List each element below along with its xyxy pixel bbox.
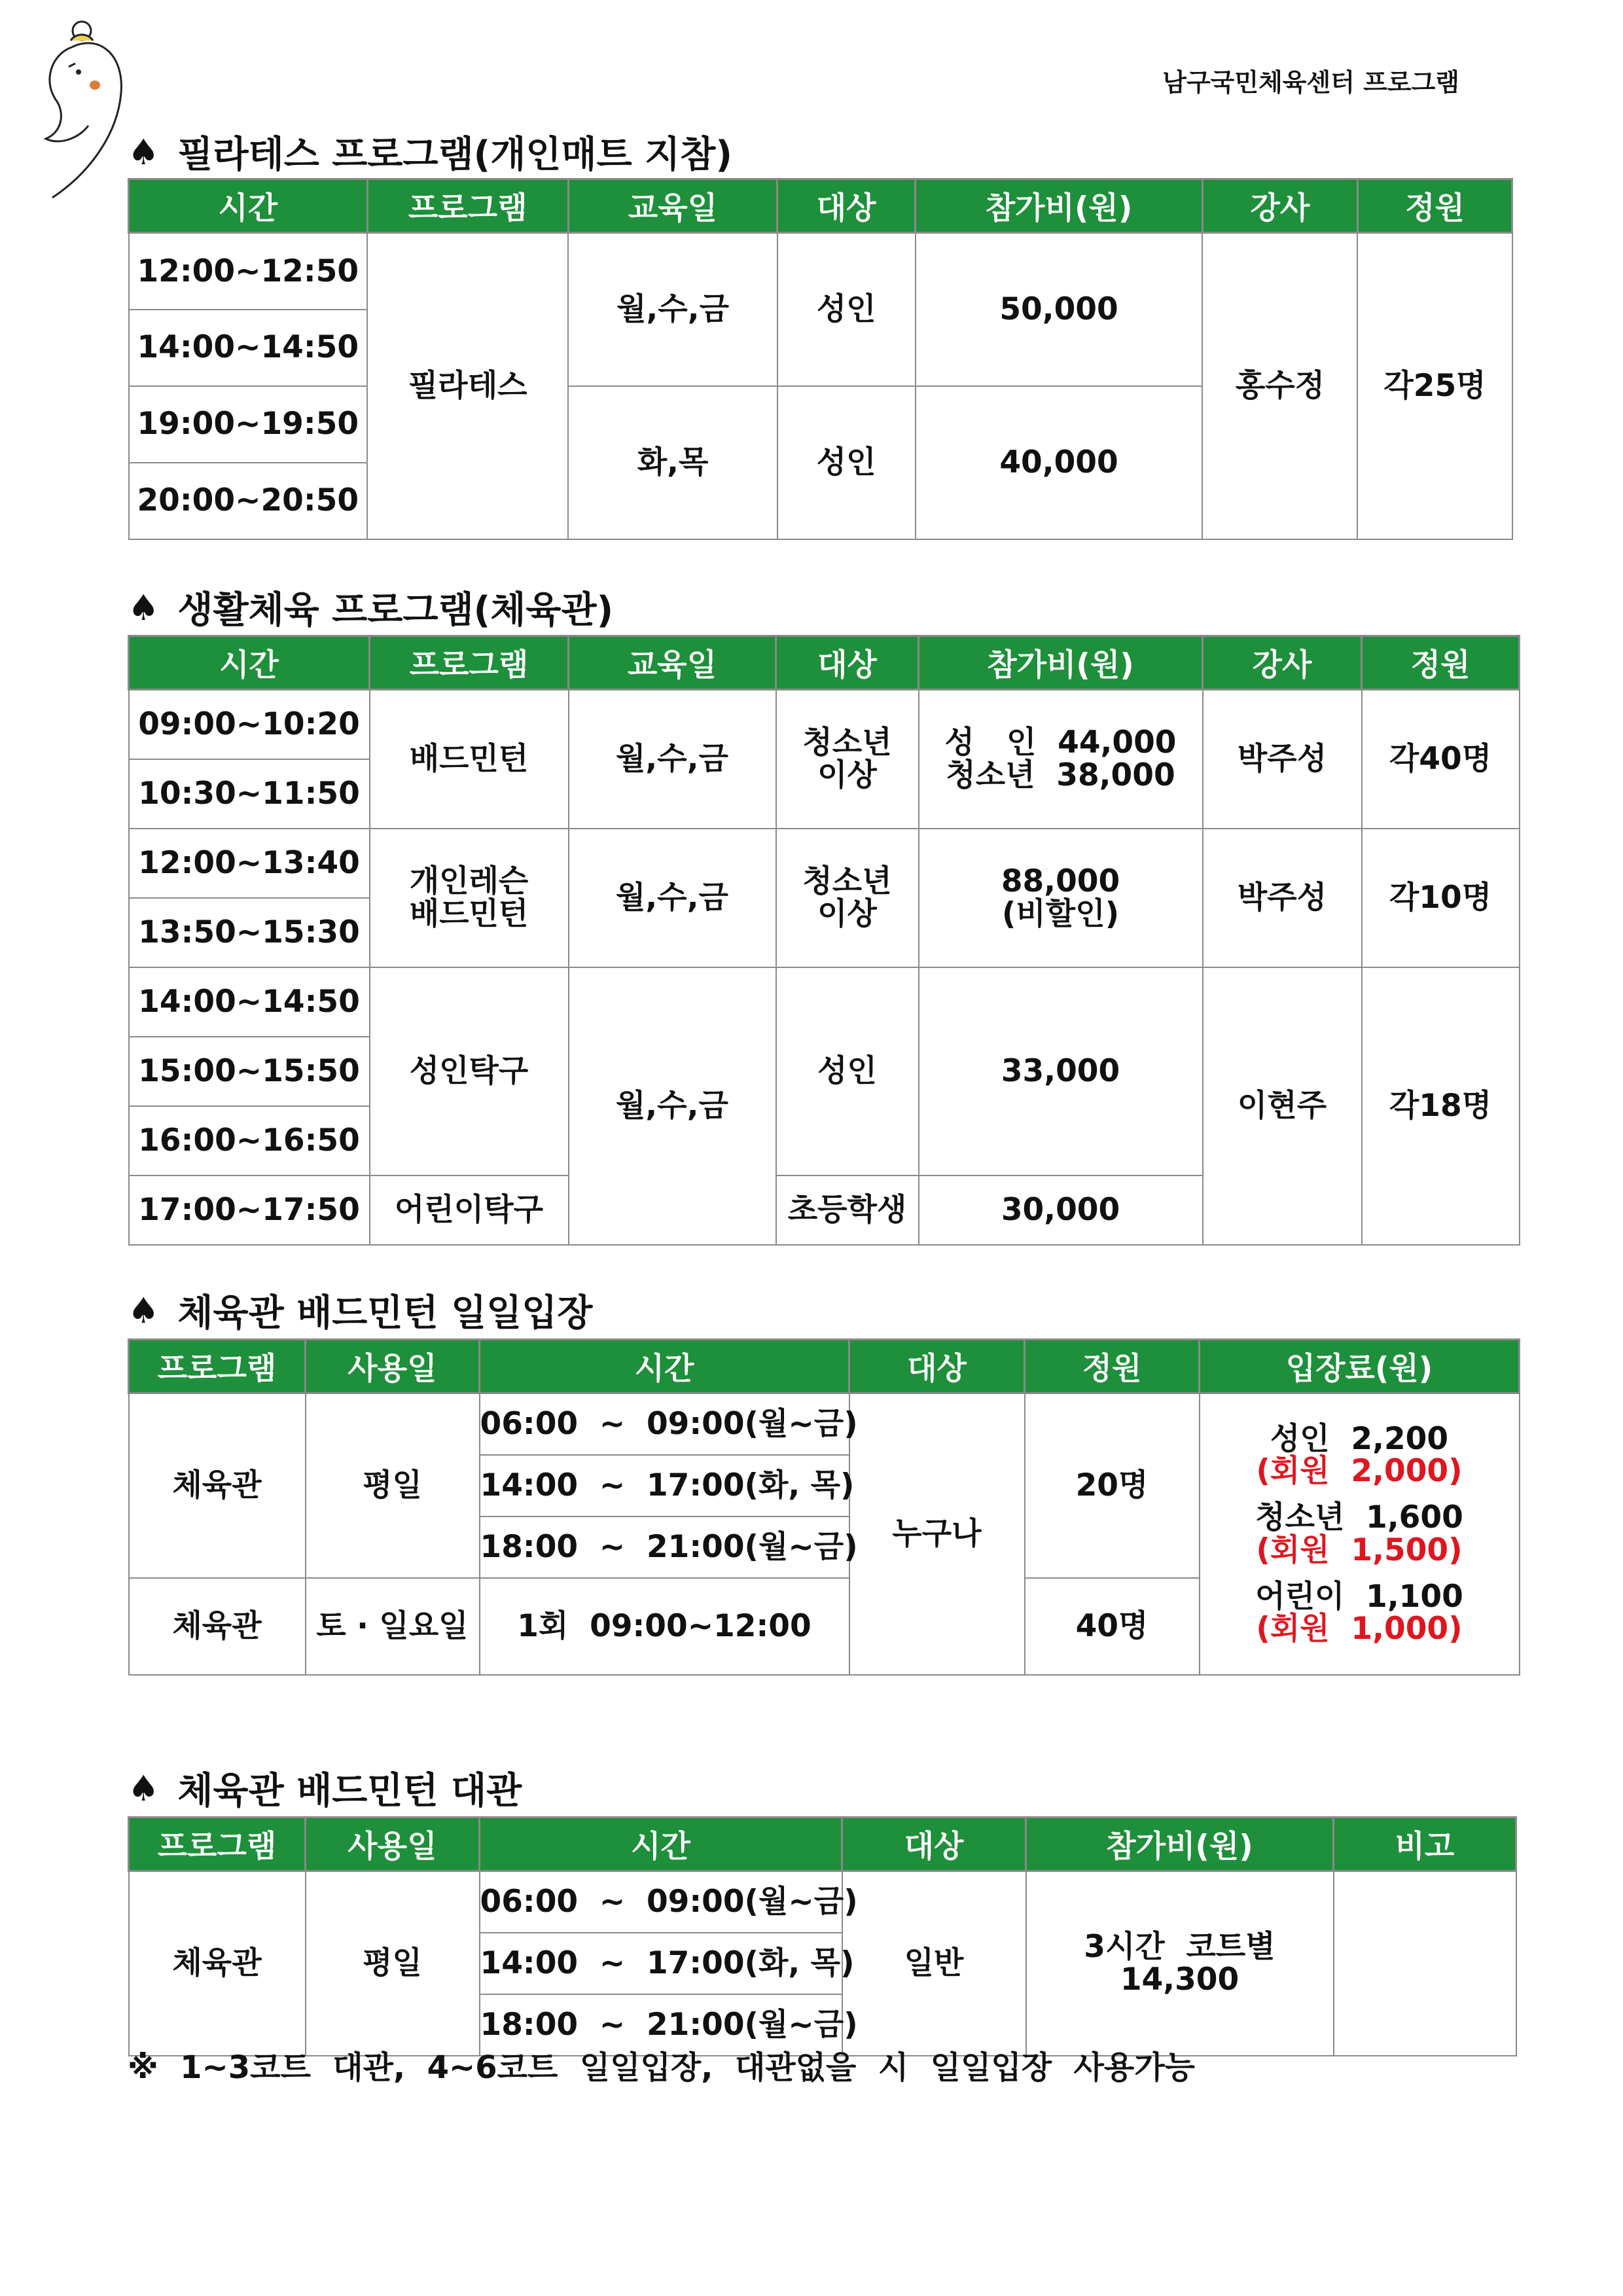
mascot-logo (33, 8, 131, 204)
target-line: 이상 (817, 757, 877, 793)
header-capacity: 정원 (1357, 179, 1512, 233)
fee-cell (1026, 1871, 1334, 2056)
header-instructor: 강사 (1203, 636, 1362, 690)
fee-line: (비할인) (1001, 895, 1120, 932)
time-cell: 18:00 ~ 21:00(월~금) (480, 1994, 842, 2056)
header-days: 교육일 (568, 179, 777, 233)
time-cell: 19:00~19:50 (129, 386, 368, 463)
spade-icon: ♠ (128, 131, 160, 173)
rental-table (128, 1816, 1517, 2056)
header-remark: 비고 (1334, 1818, 1516, 1871)
header-day: 사용일 (306, 1818, 480, 1871)
days-cell: 월,수,금 (569, 829, 776, 967)
fee-child-member: (회원 1,000) (1256, 1611, 1463, 1647)
day-cell: 평일 (306, 1393, 480, 1578)
table-header-row (129, 1818, 1516, 1871)
instructor-cell: 박주성 (1203, 690, 1362, 829)
capacity-cell: 20명 (1025, 1393, 1200, 1578)
target-cell: 누구나 (849, 1393, 1025, 1675)
days-cell: 월,수,금 (568, 233, 777, 386)
header-program: 프로그램 (370, 636, 569, 690)
fee-line: 청소년 38,000 (946, 757, 1175, 793)
header-program: 프로그램 (129, 1818, 306, 1871)
program-line: 배드민턴 (409, 895, 529, 932)
header-day: 사용일 (306, 1340, 480, 1393)
program-cell: 배드민턴 (370, 690, 569, 829)
days-cell: 월,수,금 (569, 967, 776, 1245)
table-row (129, 690, 1520, 759)
header-time: 시간 (480, 1340, 849, 1393)
target-cell: 일반 (842, 1871, 1026, 2056)
fee-cell (919, 829, 1203, 967)
target-cell: 성인 (777, 386, 916, 539)
header-time: 시간 (129, 179, 368, 233)
header-time: 시간 (129, 636, 370, 690)
spade-icon: ♠ (128, 586, 160, 628)
fee-cell (1200, 1393, 1520, 1675)
footnote: ※ 1~3코트 대관, 4~6코트 일일입장, 대관없을 시 일일입장 사용가능 (128, 2049, 1196, 2086)
time-cell: 14:00 ~ 17:00(화, 목) (480, 1933, 842, 1994)
header-capacity: 정원 (1362, 636, 1520, 690)
time-cell: 06:00 ~ 09:00(월~금) (480, 1393, 849, 1455)
page-header-title: 남구국민체육센터 프로그램 (1162, 68, 1459, 97)
fee-child: 어린이 1,100 (1255, 1579, 1463, 1615)
header-fee: 입장료(원) (1200, 1340, 1520, 1393)
fee-adult: 성인 2,200 (1270, 1420, 1449, 1457)
header-capacity: 정원 (1025, 1340, 1200, 1393)
section-title-daily (128, 1284, 592, 1336)
header-fee: 참가비(원) (919, 636, 1203, 690)
fee-cell: 40,000 (916, 386, 1203, 539)
target-cell (776, 690, 919, 829)
fee-line: 3시간 코트별 (1084, 1929, 1275, 1965)
target-cell: 초등학생 (776, 1175, 919, 1245)
time-cell: 17:00~17:50 (129, 1175, 370, 1245)
program-cell: 어린이탁구 (370, 1175, 569, 1245)
section-title-rental (128, 1762, 522, 1814)
header-fee: 참가비(원) (1026, 1818, 1334, 1871)
fee-line: 88,000 (1001, 863, 1120, 900)
time-cell: 12:00~13:40 (129, 829, 370, 898)
program-cell: 체육관 (129, 1578, 306, 1675)
days-cell: 월,수,금 (569, 690, 776, 829)
daily-table (128, 1338, 1520, 1676)
spade-icon: ♠ (128, 1767, 160, 1809)
time-cell: 06:00 ~ 09:00(월~금) (480, 1871, 842, 1933)
time-cell: 15:00~15:50 (129, 1037, 370, 1106)
time-cell: 14:00~14:50 (129, 967, 370, 1037)
fee-cell: 33,000 (919, 967, 1203, 1175)
target-line: 청소년 (802, 863, 892, 900)
time-cell: 16:00~16:50 (129, 1106, 370, 1175)
time-cell: 1회 09:00~12:00 (480, 1578, 849, 1675)
instructor-cell: 홍수정 (1202, 233, 1357, 539)
time-cell: 10:30~11:50 (129, 759, 370, 829)
header-days: 교육일 (569, 636, 776, 690)
section-title-text: 체육관 배드민턴 일일입장 (177, 1292, 593, 1335)
section-title-life (128, 581, 613, 634)
fee-line: 성 인 44,000 (944, 725, 1177, 761)
instructor-cell: 박주성 (1203, 829, 1362, 967)
table-header-row (129, 636, 1520, 690)
time-cell: 14:00~14:50 (129, 310, 368, 386)
fee-line: 14,300 (1120, 1961, 1240, 1998)
capacity-cell: 각40명 (1362, 690, 1520, 829)
time-cell: 09:00~10:20 (129, 690, 370, 759)
table-header-row (129, 179, 1512, 233)
life-table (128, 635, 1520, 1246)
fee-adult-member: (회원 2,000) (1256, 1453, 1463, 1490)
table-row (129, 233, 1512, 310)
header-target: 대상 (777, 179, 916, 233)
time-cell: 12:00~12:50 (129, 233, 368, 310)
capacity-cell: 각18명 (1362, 967, 1520, 1245)
header-time: 시간 (480, 1818, 842, 1871)
section-title-pilates (128, 126, 732, 178)
table-row (129, 1871, 1516, 1933)
time-cell: 13:50~15:30 (129, 898, 370, 967)
target-cell (776, 829, 919, 967)
program-cell: 성인탁구 (370, 967, 569, 1175)
program-cell: 체육관 (129, 1871, 306, 2056)
days-cell: 화,목 (568, 386, 777, 539)
fee-youth-member: (회원 1,500) (1256, 1532, 1463, 1568)
table-header-row (129, 1340, 1520, 1393)
table-row (129, 829, 1520, 898)
target-line: 청소년 (802, 725, 892, 761)
time-cell: 14:00 ~ 17:00(화, 목) (480, 1455, 849, 1516)
fee-cell (919, 690, 1203, 829)
capacity-cell: 각25명 (1357, 233, 1512, 539)
capacity-cell: 각10명 (1362, 829, 1520, 967)
time-cell: 18:00 ~ 21:00(월~금) (480, 1516, 849, 1578)
day-cell: 토 · 일요일 (306, 1578, 480, 1675)
program-line: 개인레슨 (409, 863, 529, 900)
table-row (129, 1393, 1520, 1455)
program-cell: 필라테스 (367, 233, 568, 539)
time-cell: 20:00~20:50 (129, 463, 368, 539)
remark-cell (1334, 1871, 1516, 2056)
header-fee: 참가비(원) (916, 179, 1203, 233)
target-cell: 성인 (776, 967, 919, 1175)
header-instructor: 강사 (1202, 179, 1357, 233)
header-target: 대상 (842, 1818, 1026, 1871)
instructor-cell: 이현주 (1203, 967, 1362, 1245)
section-title-text: 생활체육 프로그램(체육관) (177, 589, 614, 632)
program-cell (370, 829, 569, 967)
target-line: 이상 (817, 895, 877, 932)
table-row (129, 967, 1520, 1037)
program-cell: 체육관 (129, 1393, 306, 1578)
fee-cell: 30,000 (919, 1175, 1203, 1245)
header-target: 대상 (849, 1340, 1025, 1393)
header-program: 프로그램 (129, 1340, 306, 1393)
capacity-cell: 40명 (1025, 1578, 1200, 1675)
target-cell: 성인 (777, 233, 916, 386)
fee-cell: 50,000 (916, 233, 1203, 386)
spade-icon: ♠ (128, 1289, 160, 1331)
pilates-table (128, 178, 1513, 540)
section-title-text: 필라테스 프로그램(개인매트 지참) (177, 134, 732, 176)
day-cell: 평일 (306, 1871, 480, 2056)
fee-youth: 청소년 1,600 (1255, 1499, 1463, 1536)
header-program: 프로그램 (367, 179, 568, 233)
header-target: 대상 (776, 636, 919, 690)
section-title-text: 체육관 배드민턴 대관 (177, 1770, 522, 1812)
